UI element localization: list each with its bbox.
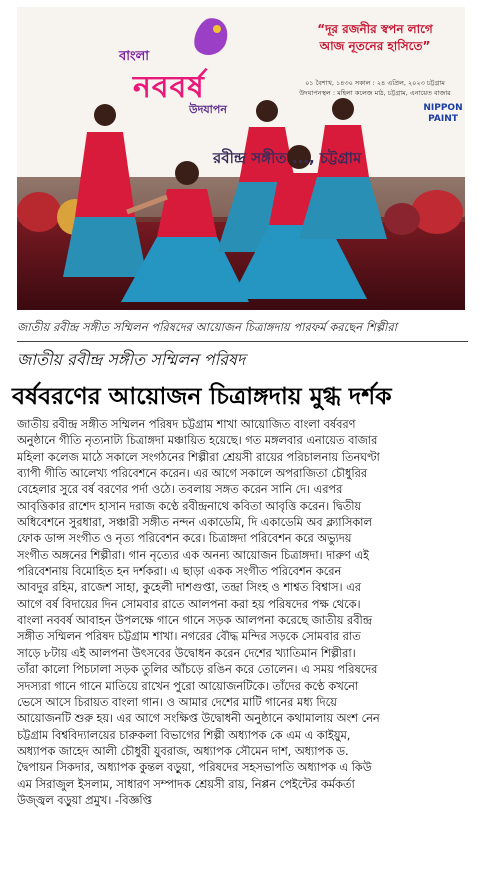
body-line: এম সিরাজুল ইসলাম, সাধারণ সম্পাদক শ্রেয়সী রায়, নিপ্পন পেইন্টের কর্মকর্তা (17, 777, 355, 791)
logo-sub-text: উদযাপন (189, 103, 227, 116)
body-line: তাঁরা কালো পিচঢালা সড়ক তুলির আঁচড়ে রঙিন করে তোলেন। এ সময় পরিষদের (17, 663, 378, 677)
body-line: বেহেলার সুরে বর্ষ বরণের পর্দা ওঠে। তবলায় সঙ্গত করেন সানি দে। এরপর (17, 483, 343, 497)
body-line: চট্টগ্রাম বিশ্ববিদ্যালয়ের চারুকলা বিভাগের শিল্পী অধ্যাপক কে এম এ কাইয়ুম, (17, 728, 351, 742)
event-photo (17, 7, 465, 310)
body-line: ফোক ডান্স সংগীত ও নৃত্য পরিবেশন করে। চিত্রাঙ্গদা পরিবেশন করে অভ্যুদয় (17, 532, 352, 546)
body-line: জাতীয় রবীন্দ্র সঙ্গীত সম্মিলন পরিষদ চট্টগ্রাম শাখা আয়োজিত বাংলা বর্ষবরণ (17, 418, 356, 431)
body-line: সংগীত অঙ্গনের শিল্পীরা। গান নৃত্যের এক অনন্য আয়োজন চিত্রাঙ্গদা। দারুণ এই (17, 548, 369, 562)
banner-quote (279, 21, 465, 55)
body-line: অধিবেশনে সুরধারা, সঞ্চারী সঙ্গীত নন্দন একাডেমি, দি একাডেমি অব ক্ল্যাসিকাল (17, 516, 372, 530)
headline: বর্ষবরণের আয়োজন চিত্রাঙ্গদায় মুগ্ধ দর্শক (12, 382, 392, 410)
sponsor-line2: PAINT (428, 114, 458, 124)
banner-date-line2: উদযাপনস্থল : মহিলা কলেজ মাঠ, চট্টগ্রাম, এনায়েত বাজার (299, 89, 451, 97)
body-line: মহিলা কলেজ মাঠে সকালে সংগঠনের শিল্পীরা শ্রেয়সী রায়ের পরিচালনায় তিনঘণ্টা (17, 450, 380, 464)
banner-quote-line1: “দূর রজনীর স্বপন লাগে (317, 22, 433, 36)
sponsor-line1: NIPPON (423, 103, 463, 113)
body-line: আবৃত্তিকার রাশেদ হাসান দরাজ কণ্ঠে রবীন্দ্রনাথে কবিতা আবৃত্তি করেন। দ্বিতীয় (17, 499, 362, 513)
logo-top-text: বাংলা (119, 49, 150, 64)
banner-date-line1: ০১ বৈশাখ, ১৪৩০ সকাল : ২৪ এপ্রিল, ২০২৩ চট্টগ্রাম (305, 79, 445, 87)
logo-main-text: নববর্ষ (133, 70, 205, 105)
banner-date (275, 78, 465, 98)
body-line: অনুষ্ঠানে গীতি নৃত্যনাট্য চিত্রাঙ্গদা মঞ্চায়িত হয়েছে। গত মঙ্গলবার এনায়েত বাজার (17, 434, 378, 448)
body-line: দ্বৈপায়ন সিকদার, অধ্যাপক কুন্তল বড়ুয়া, পরিষদের সহসভাপতি অধ্যাপক এ কিউ (17, 761, 372, 775)
organization-name: জাতীয় রবীন্দ্র সঙ্গীত সম্মিলন পরিষদ (17, 350, 246, 369)
body-line: সঙ্গীত সম্মিলন পরিষদ চট্টগ্রাম শাখা। নগরের বৌদ্ধ মন্দির সড়কে সোমবার রাত (17, 630, 361, 644)
body-line: সাড়ে ৮টায় এই আলপনা উৎসবের উদ্বোধন করেন দেশের খ্যাতিমান শিল্পীরা। (17, 646, 356, 660)
body-line: সদস্যরা গানে গানে মাতিয়ে রাখেন পুরো আয়োজনটিকে। তাঁদের কণ্ঠে কখনো (17, 679, 359, 693)
body-line: বাংলা নববর্ষ আবাহন উপলক্ষে গানে গানে সড়ক আলপনা করেছে জাতীয় রবীন্দ্র (17, 614, 372, 628)
photo-caption: জাতীয় রবীন্দ্র সঙ্গীত সম্মিলন পরিষদের আয়োজন চিত্রাঙ্গদায় পারফর্ম করছেন শিল্পীরা (17, 320, 397, 334)
banner-venue: রবীন্দ্র সঙ্গীত ..., চট্টগ্রাম (213, 149, 362, 167)
body-line: ভেসে আসে চিরায়ত বাংলা গান। ও আমার দেশের মাটি গানের মধ্য দিয়ে (17, 695, 337, 709)
body-line: আগে বর্ষ বিদায়ের দিন সোমবার রাতে আলপনা করা হয় পরিষদের পক্ষ থেকে। (17, 597, 361, 611)
sponsor-logo (413, 103, 465, 125)
banner-quote-line2: আজ নূতনের হাসিতে” (319, 39, 431, 53)
body-line: অধ্যাপক জাহেদ আলী চৌধুরী যুবরাজ, অধ্যাপক সৌমেন দাশ, অধ্যাপক ড. (17, 744, 349, 758)
body-line: পরিবেশনায় বিমোহিত হন দর্শকরা। এ ছাড়া একক সংগীত পরিবেশন করেন (17, 565, 342, 579)
body-line: আবদুর রহিম, রাজেশ সাহা, কুহেলী দাশগুপ্তা, তন্দ্রা সিংহ ও শাশ্বত বিশ্বাস। এর (17, 581, 361, 595)
body-line: আয়োজনটি শুরু হয়। এর আগে সংক্ষিপ্ত উদ্বোধনী অনুষ্ঠানে কথামালায় অংশ নেন (17, 712, 380, 726)
divider (17, 341, 468, 342)
body-line: উজ্জ্বল বড়ুয়া প্রমুখ। -বিজ্ঞপ্তি (17, 793, 152, 807)
body-line: ব্যাপী গীতি আলেখ্য পরিবেশনে করেন। এর আগে সকালে অপরাজিতা চৌধুরির (17, 467, 368, 481)
article-body (17, 417, 469, 809)
